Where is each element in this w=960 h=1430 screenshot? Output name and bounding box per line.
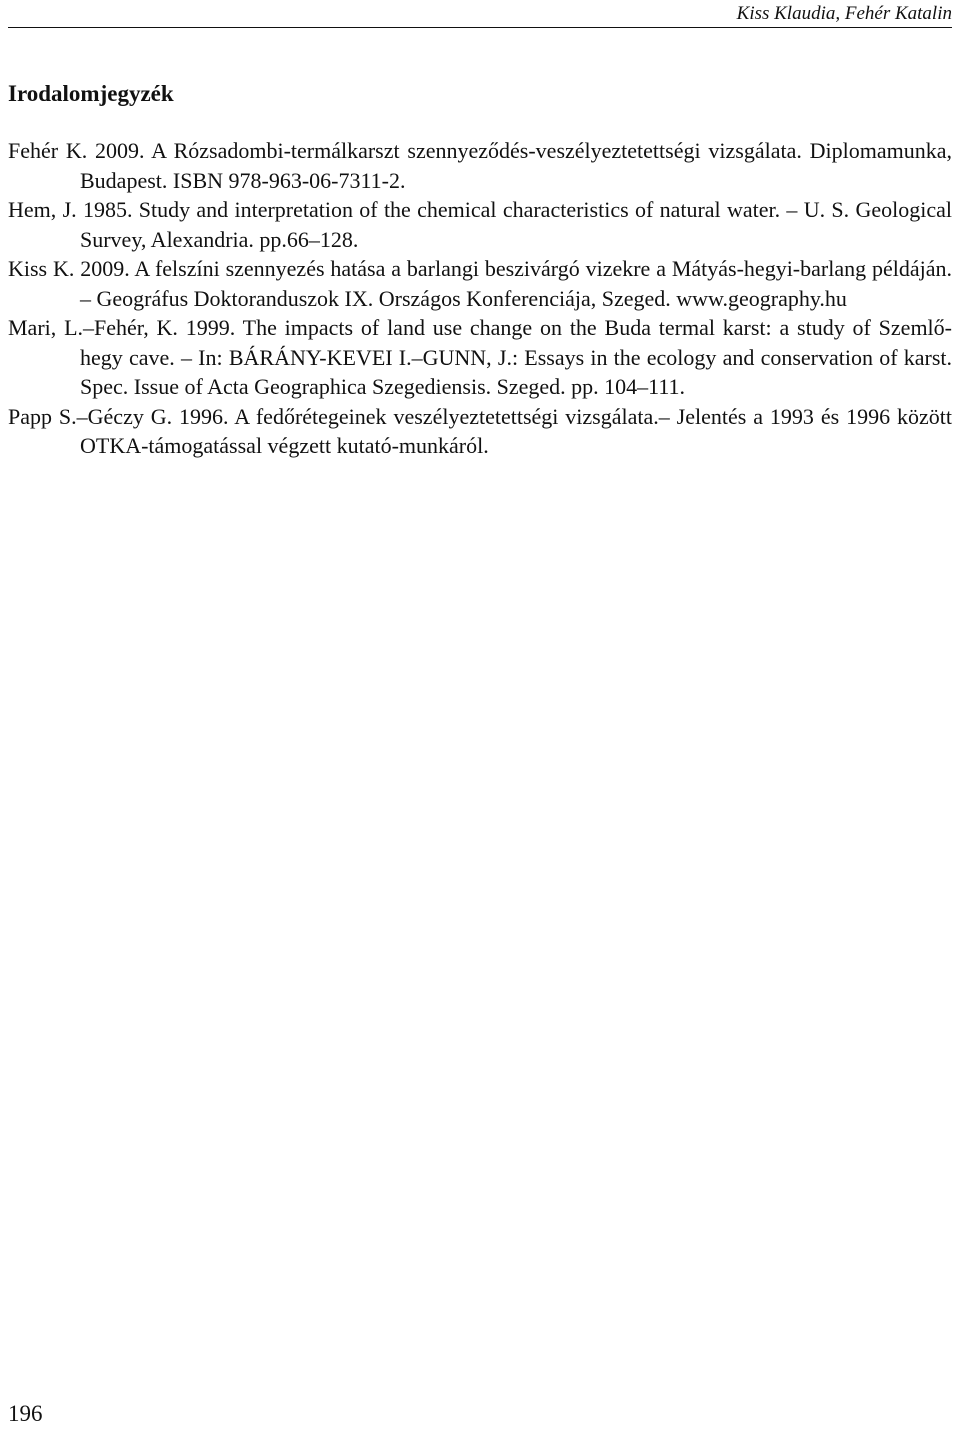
reference-list: [8, 136, 952, 461]
page-number: 196: [8, 1401, 43, 1426]
reference-item: Fehér K. 2009. A Rózsadombi-termálkarszt szennyeződés-veszélyeztetettségi vizsgálata. Diplomamunka, Budapest. ISBN 978-963-06-7311-2.: [8, 138, 952, 193]
reference-item: Mari, L.–Fehér, K. 1999. The impacts of land use change on the Buda termal karst: a study of Szemlő-hegy cave. – In: BÁRÁNY-KEVEI I.–GUNN, J.: Essays in the ecology and conservation of karst. Spec. Issue of Acta Geographica Szegediensis. Szeged. pp. 104–111.: [8, 315, 952, 399]
reference-item: Kiss K. 2009. A felszíni szennyezés hatása a barlangi beszivárgó vizekre a Mátyás-hegyi-barlang példáján. – Geográfus Doktoranduszok IX. Országos Konferenciája, Szeged. www.geography.hu: [8, 256, 952, 311]
reference-item: Papp S.–Géczy G. 1996. A fedőrétegeinek veszélyeztetettségi vizsgálata.– Jelentés a 1993 és 1996 között OTKA-támogatással végzett kutató-munkáról.: [8, 403, 952, 458]
header-rule: [8, 27, 952, 28]
section-heading: Irodalomjegyzék: [8, 81, 174, 106]
running-header: Kiss Klaudia, Fehér Katalin: [736, 3, 952, 24]
reference-item: Hem, J. 1985. Study and interpretation of the chemical characteristics of natural water. – U. S. Geological Survey, Alexandria. pp.66–128.: [8, 197, 952, 252]
